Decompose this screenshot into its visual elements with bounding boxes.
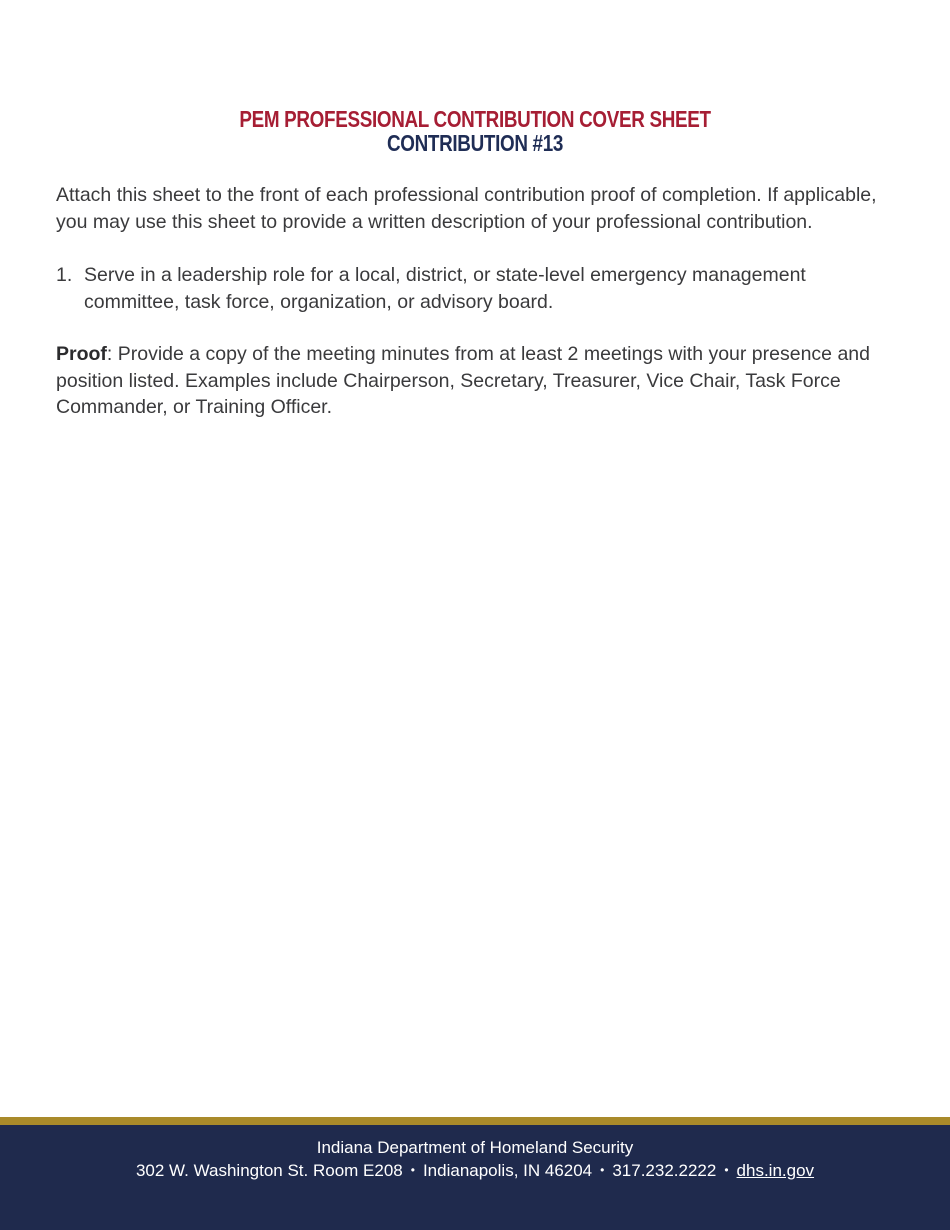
proof-text: : Provide a copy of the meeting minutes from at least 2 meetings with your presence and position listed. Examples include Chairperson, Secretary, Treasurer, Vice Chair, Task Force Commander, or Training Officer.	[56, 343, 870, 418]
document-body	[56, 182, 896, 421]
list-item	[56, 262, 896, 315]
list-item-text: Serve in a leadership role for a local, district, or state-level emergency management committee, task force, organization, or advisory board.	[84, 264, 806, 313]
separator-dot: •	[600, 1163, 605, 1177]
proof-label: Proof	[56, 343, 107, 365]
footer-phone: 317.232.2222	[612, 1161, 717, 1180]
footer-contact-line	[0, 1159, 950, 1182]
footer	[0, 1125, 950, 1230]
list-item-number: 1.	[56, 264, 73, 286]
separator-dot: •	[724, 1163, 729, 1177]
footer-accent-stripe	[0, 1117, 950, 1125]
intro-paragraph: Attach this sheet to the front of each professional contribution proof of completion. If applicable, you may use this sheet to provide a written description of your professional contribution.	[56, 184, 877, 233]
document-title: PEM PROFESSIONAL CONTRIBUTION COVER SHEET	[239, 106, 711, 132]
footer-website-link[interactable]: dhs.in.gov	[736, 1161, 815, 1180]
footer-address: 302 W. Washington St. Room E208	[135, 1161, 403, 1180]
proof-paragraph	[56, 341, 896, 421]
contribution-number: CONTRIBUTION #13	[386, 130, 564, 156]
footer-organization: Indiana Department of Homeland Security	[316, 1138, 634, 1157]
separator-dot: •	[410, 1163, 415, 1177]
document-header	[0, 106, 950, 156]
footer-city: Indianapolis, IN 46204	[422, 1161, 593, 1180]
